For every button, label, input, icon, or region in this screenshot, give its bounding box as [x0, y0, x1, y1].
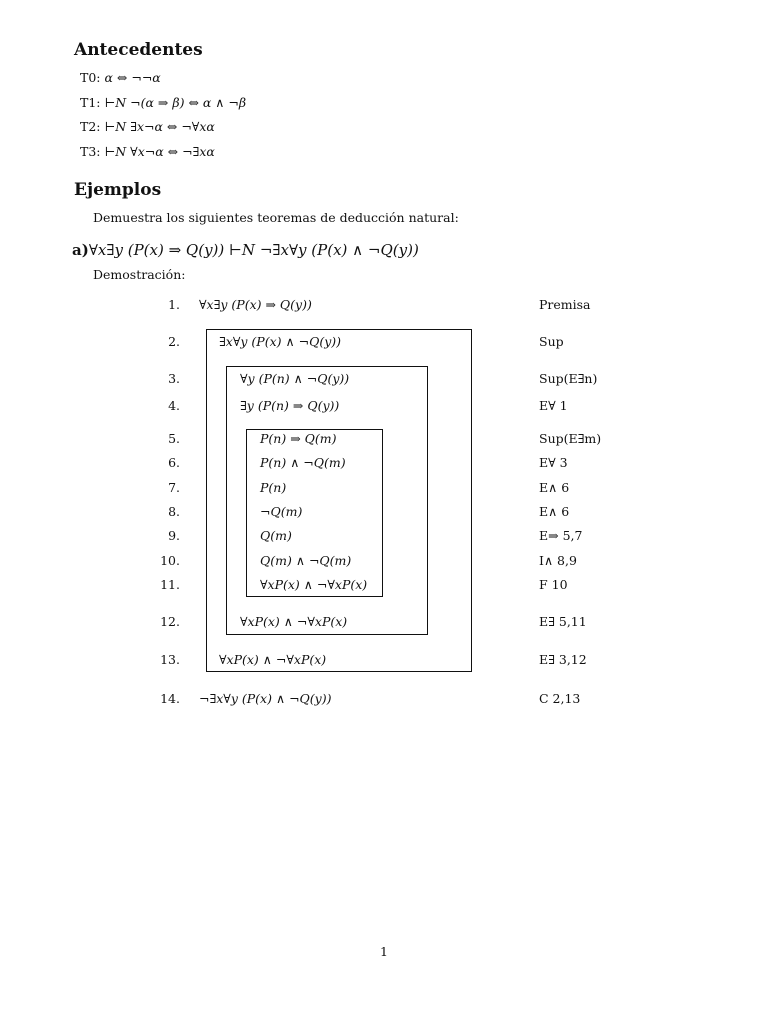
antecedent-label: T2:: [80, 119, 101, 134]
proof-line-formula: Q(m): [260, 528, 292, 543]
proof-line-justification: E∀ 3: [539, 455, 568, 470]
proof-line-justification: Sup: [539, 334, 564, 349]
proof-line-number: 5.: [168, 431, 180, 446]
proof-line-formula: ¬∃x∀y (P(x) ∧ ¬Q(y)): [199, 691, 332, 706]
antecedent-label: T0:: [80, 70, 101, 85]
proof-line-justification: Sup(E∃n): [539, 371, 598, 386]
proof-line-justification: E⇒ 5,7: [539, 528, 583, 543]
proof-line-formula: ¬Q(m): [260, 504, 303, 519]
problem-formula: ∀x∃y (P(x) ⇒ Q(y)) ⊢N ¬∃x∀y (P(x) ∧ ¬Q(y)): [88, 241, 419, 259]
problem-statement: [72, 241, 419, 259]
proof-line-formula: P(n): [260, 480, 287, 495]
proof-line-justification: E∀ 1: [539, 398, 568, 413]
antecedent-t3: [80, 144, 215, 159]
proof-line-justification: E∃ 3,12: [539, 652, 587, 667]
antecedent-formula: ⊢N ¬(α ⇒ β) ⇔ α ∧ ¬β: [104, 95, 247, 110]
proof-line-justification: Premisa: [539, 297, 591, 312]
proof-line-justification: I∧ 8,9: [539, 553, 577, 568]
proof-line-number: 8.: [168, 504, 180, 519]
proof-line-justification: Sup(E∃m): [539, 431, 602, 446]
antecedent-t2: [80, 119, 215, 134]
section-title-ejemplos: Ejemplos: [74, 180, 162, 200]
proof-line-justification: E∧ 6: [539, 504, 570, 519]
proof-line-number: 3.: [168, 371, 180, 386]
intro-text: Demuestra los siguientes teoremas de deducción natural:: [93, 210, 459, 225]
proof-line-number: 13.: [160, 652, 180, 667]
proof-heading: Demostración:: [93, 267, 186, 282]
proof-line-formula: ∀x∃y (P(x) ⇒ Q(y)): [199, 297, 312, 312]
antecedent-t1: [80, 95, 246, 110]
proof-line-justification: F 10: [539, 577, 568, 592]
antecedent-t0: [80, 70, 161, 85]
proof-line-justification: E∧ 6: [539, 480, 570, 495]
proof-line-justification: E∃ 5,11: [539, 614, 587, 629]
proof-line-number: 7.: [168, 480, 180, 495]
antecedent-formula: ⊢N ∀x¬α ⇔ ¬∃xα: [104, 144, 215, 159]
proof-line-number: 4.: [168, 398, 180, 413]
proof-line-number: 1.: [168, 297, 180, 312]
proof-line-number: 2.: [168, 334, 180, 349]
antecedent-formula: ⊢N ∃x¬α ⇔ ¬∀xα: [104, 119, 215, 134]
proof-line-formula: P(n) ∧ ¬Q(m): [260, 455, 346, 470]
proof-line-formula: ∀xP(x) ∧ ¬∀xP(x): [219, 652, 327, 667]
proof-line-formula: ∀xP(x) ∧ ¬∀xP(x): [260, 577, 368, 592]
proof-line-number: 10.: [160, 553, 180, 568]
antecedent-label: T1:: [80, 95, 101, 110]
proof-line-justification: C 2,13: [539, 691, 581, 706]
proof-line-formula: ∀xP(x) ∧ ¬∀xP(x): [240, 614, 348, 629]
proof-line-number: 9.: [168, 528, 180, 543]
proof-line-formula: Q(m) ∧ ¬Q(m): [260, 553, 352, 568]
proof-line-formula: ∀y (P(n) ∧ ¬Q(y)): [240, 371, 350, 386]
page-number: 1: [380, 944, 388, 959]
proof-line-number: 6.: [168, 455, 180, 470]
proof-line-formula: ∃y (P(n) ⇒ Q(y)): [240, 398, 340, 413]
proof-line-number: 11.: [160, 577, 180, 592]
antecedent-label: T3:: [80, 144, 101, 159]
proof-line-number: 14.: [160, 691, 180, 706]
proof-line-formula: ∃x∀y (P(x) ∧ ¬Q(y)): [219, 334, 342, 349]
problem-label: a): [72, 241, 89, 259]
proof-line-formula: P(n) ⇒ Q(m): [260, 431, 337, 446]
proof-line-number: 12.: [160, 614, 180, 629]
antecedent-formula: α ⇔ ¬¬α: [104, 70, 161, 85]
section-title-antecedentes: Antecedentes: [74, 40, 203, 60]
